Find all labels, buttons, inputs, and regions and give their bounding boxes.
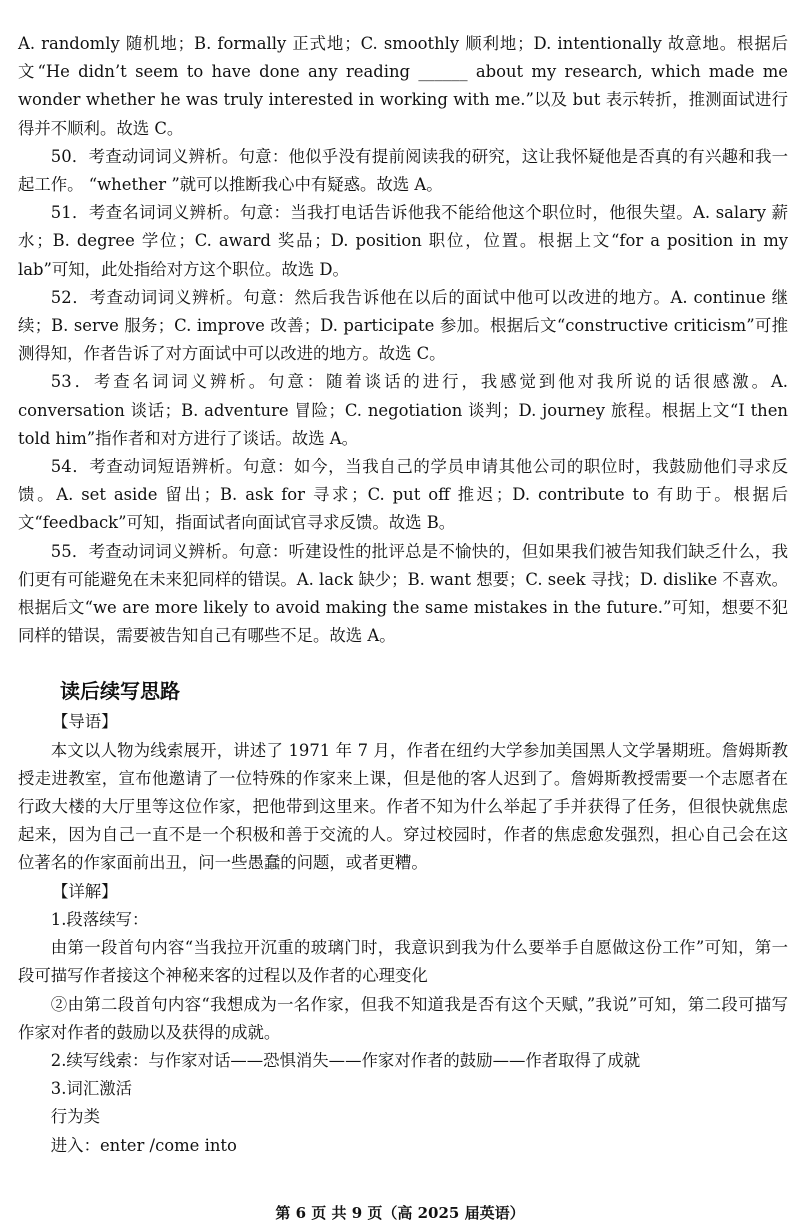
answer-54: 54．考查动词短语辨析。句意：如今，当我自己的学员申请其他公司的职位时，我鼓励他们寻求反馈。A. set aside 留出；B. ask for 寻求；C. put off 推迟；D. contribute to 有助于。根据后文“feedback”可知，指面试者向面试官寻求反馈。故选 B。	[18, 457, 788, 533]
detail-item: 2.续写线索：与作家对话——恐惧消失——作家对作者的鼓励——作者取得了成就	[50, 1050, 641, 1070]
answer-52: 52．考查动词词义辨析。句意：然后我告诉他在以后的面试中他可以改进的地方。A. continue 继续；B. serve 服务；C. improve 改善；D. participate 参加。根据后文“constructive criticism”可推测得知，作者告诉了对方面试中可以改进的地方。故选 C。	[18, 287, 788, 364]
answer-50: 50．考查动词词义辨析。句意：他似乎没有提前阅读我的研究，这让我怀疑他是否真的有兴趣和我一起工作。 “whether ”就可以推断我心中有疑惑。故选 A。	[18, 146, 788, 195]
detail-item: 由第一段首句内容“当我拉开沉重的玻璃门时，我意识到我为什么要举手自愿做这份工作”可知，第一段可描写作者接这个神秘来客的过程以及作者的心理变化	[18, 938, 788, 986]
detail-item: ②由第二段首句内容“我想成为一名作家，但我不知道我是否有这个天赋，”我说”可知，第二段可描写作家对作者的鼓励以及获得的成就。	[18, 994, 788, 1042]
intro-text: 本文以人物为线索展开，讲述了 1971 年 7 月，作者在纽约大学参加美国黑人文学暑期班。詹姆斯教授走进教室，宣布他邀请了一位特殊的作家来上课，但是他的客人迟到了。詹姆斯教授需要一个志愿者在行政大楼的大厅里等这位作家，把他带到这里来。作者不知为什么举起了手并获得了任务，但很快就焦虑起来，因为自己一直不是一个积极和善于交流的人。穿过校园时，作者的焦虑愈发强烈，担心自己会在这位著名的作家面前出丑，问一些愚蠢的问题，或者更糟。	[18, 740, 788, 873]
detail-label: 【详解】	[52, 881, 118, 901]
answer-51: 51．考查名词词义辨析。句意：当我打电话告诉他我不能给他这个职位时，他很失望。A. salary 薪水；B. degree 学位；C. award 奖品；D. position 职位，位置。根据上文“for a position in my lab”可知，此处指给对方这个职位。故选 D。	[18, 203, 788, 279]
detail-item: 行为类	[50, 1107, 100, 1127]
page-footer: 第 6 页 共 9 页（高 2025 届英语）	[275, 1204, 525, 1222]
section-title: 读后续写思路	[60, 679, 180, 704]
page-content	[18, 30, 788, 1160]
detail-item: 1.段落续写：	[50, 909, 149, 929]
answer-49-continued: A. randomly 随机地；B. formally 正式地；C. smoothly 顺利地；D. intentionally 故意地。根据后文“He didn’t seem to have done any reading ______ about my research, which made me wonder whether he was truly interested in working with me.”以及 but 表示转折，推测面试进行得并不顺利。故选 C。	[18, 34, 788, 138]
intro-label: 【导语】	[52, 712, 118, 732]
detail-item: 进入：enter /come into	[50, 1135, 237, 1155]
answer-55: 55．考查动词词义辨析。句意：听建设性的批评总是不愉快的，但如果我们被告知我们缺乏什么，我们更有可能避免在未来犯同样的错误。A. lack 缺少；B. want 想要；C. seek 寻找；D. dislike 不喜欢。根据后文“we are more likely to avoid making the same mistakes in the future.”可知，想要不犯同样的错误，需要被告知自己有哪些不足。故选 A。	[18, 541, 788, 646]
detail-item: 3.词汇激活	[50, 1079, 132, 1099]
answer-53: 53．考查名词词义辨析。句意：随着谈话的进行，我感觉到他对我所说的话很感激。A. conversation 谈话；B. adventure 冒险；C. negotiation 谈判；D. journey 旅程。根据上文“I then told him”指作者和对方进行了谈话。故选 A。	[18, 372, 788, 448]
